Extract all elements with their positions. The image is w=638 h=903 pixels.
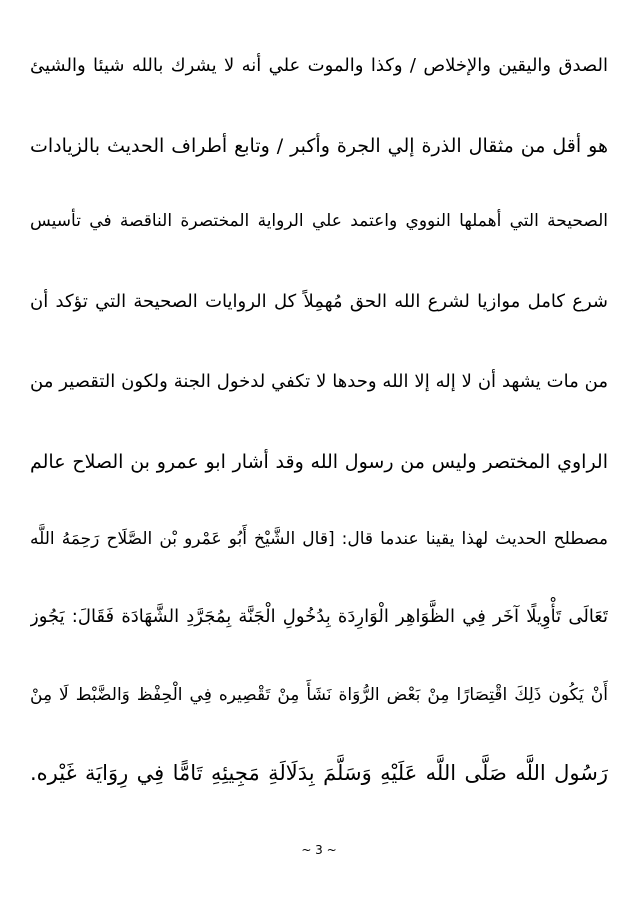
text-line-8: تَعَالَى تَأْوِيلًا آخَر فِي الظَّوَاهِر الْوَارِدَة بِدُخُولِ الْجَنَّة بِمُجَرَّدِ الشَّهَادَة فَقَالَ: يَجُوز: [30, 606, 608, 627]
text-line-3: الصحيحة التي أهملها النووي واعتمد علي الرواية المختصرة الناقصة في تأسيس: [30, 211, 608, 231]
text-line-9: أَنْ يَكُون ذَلِكَ اقْتِصَارًا مِنْ بَعْض الرُّوَاة نَشَأَ مِنْ تَقْصِيره فِي الْحِفْظ وَالضَّبْط لَا مِنْ: [30, 685, 608, 705]
text-line-5: من مات يشهد أن لا إله إلا الله وحدها لا تكفي لدخول الجنة ولكون التقصير من: [30, 371, 608, 392]
text-line-7: مصطلح الحديث لهذا يقينا عندما قال: [قال الشَّيْخ أَبُو عَمْرو بْن الصَّلَاح رَحِمَهُ اللَّه: [30, 529, 608, 549]
text-line-6: الراوي المختصر وليس من رسول الله وقد أشار ابو عمرو بن الصلاح عالم: [30, 451, 608, 473]
text-line-1: الصدق واليقين والإخلاص / وكذا والموت علي أنه لا يشرك بالله شيئا والشيئ: [30, 55, 608, 76]
text-line-10: رَسُول اللَّه صَلَّى اللَّه عَلَيْهِ وَسَلَّمَ بِدَلَالَةِ مَجِيئِهِ تَامًّا فِي رِوَايَة غَيْره.: [30, 761, 608, 785]
page-number: ~ 3 ~: [301, 843, 337, 857]
text-line-2: هو أقل من مثقال الذرة إلي الجرة وأكبر / وتابع أطراف الحديث بالزيادات: [30, 135, 608, 157]
text-line-4: شرع كامل موازيا لشرع الله الحق مُهمِلاً كل الروايات الصحيحة التي تؤكد أن: [30, 291, 608, 312]
